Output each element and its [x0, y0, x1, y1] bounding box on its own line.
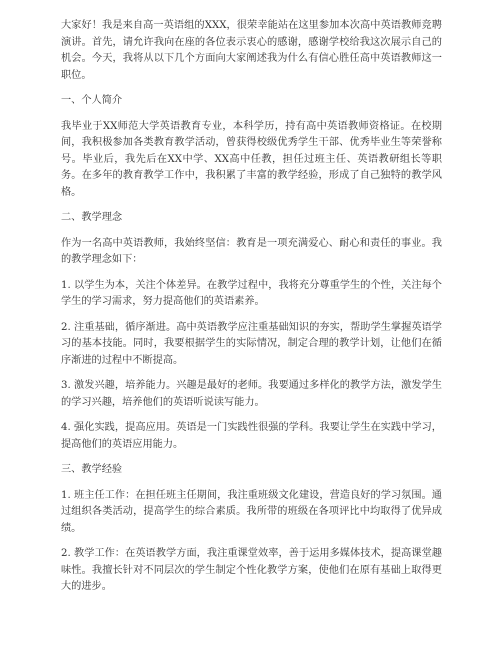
philosophy-item-4: 4. 强化实践，提高应用。英语是一门实践性很强的学科。我要让学生在实践中学习，提高他们的英语应用能力。 — [61, 422, 442, 450]
section-heading-experience: 三、教学经验 — [61, 464, 123, 475]
section-heading-profile: 一、个人简介 — [61, 95, 123, 106]
philosophy-item-3: 3. 激发兴趣，培养能力。兴趣是最好的老师。我要通过多样化的教学方法，激发学生的学习兴趣，培养他们的英语听说读写能力。 — [61, 380, 442, 408]
experience-item-1: 1. 班主任工作：在担任班主任期间，我注重班级文化建设，营造良好的学习氛围。通过组织各类活动，提高学生的综合素质。我所带的班级在各项评比中均取得了优异成绩。 — [61, 489, 442, 534]
philosophy-item-1: 1. 以学生为本，关注个体差异。在教学过程中，我将充分尊重学生的个性，关注每个学生的学习需求，努力提高他们的英语素养。 — [61, 279, 442, 307]
section-heading-philosophy: 二、教学理念 — [61, 212, 123, 223]
profile-paragraph: 我毕业于XX师范大学英语教育专业，本科学历，持有高中英语教师资格证。在校期间，我积极参加各类教育教学活动，曾获得校级优秀学生干部、优秀毕业生等荣誉称号。毕业后，我先后在XX中学、XX高中任教，担任过班主任、英语教研组长等职务。在多年的教育教学工作中，我积累了丰富的教学经验，形成了自己独特的教学风格。 — [61, 120, 442, 198]
philosophy-intro-paragraph: 作为一名高中英语教师，我始终坚信：教育是一项充满爱心、耐心和责任的事业。我的教学理念如下： — [61, 237, 442, 265]
intro-paragraph: 大家好！我是来自高一英语组的XXX，很荣幸能站在这里参加本次高中英语教师竞聘演讲。首先，请允许我向在座的各位表示衷心的感谢，感谢学校给我这次展示自己的机会。今天，我将从以下几个方面向大家阐述我为什么有信心胜任高中英语教师这一职位。 — [61, 20, 442, 81]
philosophy-item-2: 2. 注重基础，循序渐进。高中英语教学应注重基础知识的夯实，帮助学生掌握英语学习的基本技能。同时，我要根据学生的实际情况，制定合理的教学计划，让他们在循序渐进的过程中不断提高。 — [61, 321, 442, 366]
experience-item-2: 2. 教学工作：在英语教学方面，我注重课堂效率，善于运用多媒体技术，提高课堂趣味性。我擅长针对不同层次的学生制定个性化教学方案，使他们在原有基础上取得更大的进步。 — [61, 548, 442, 592]
